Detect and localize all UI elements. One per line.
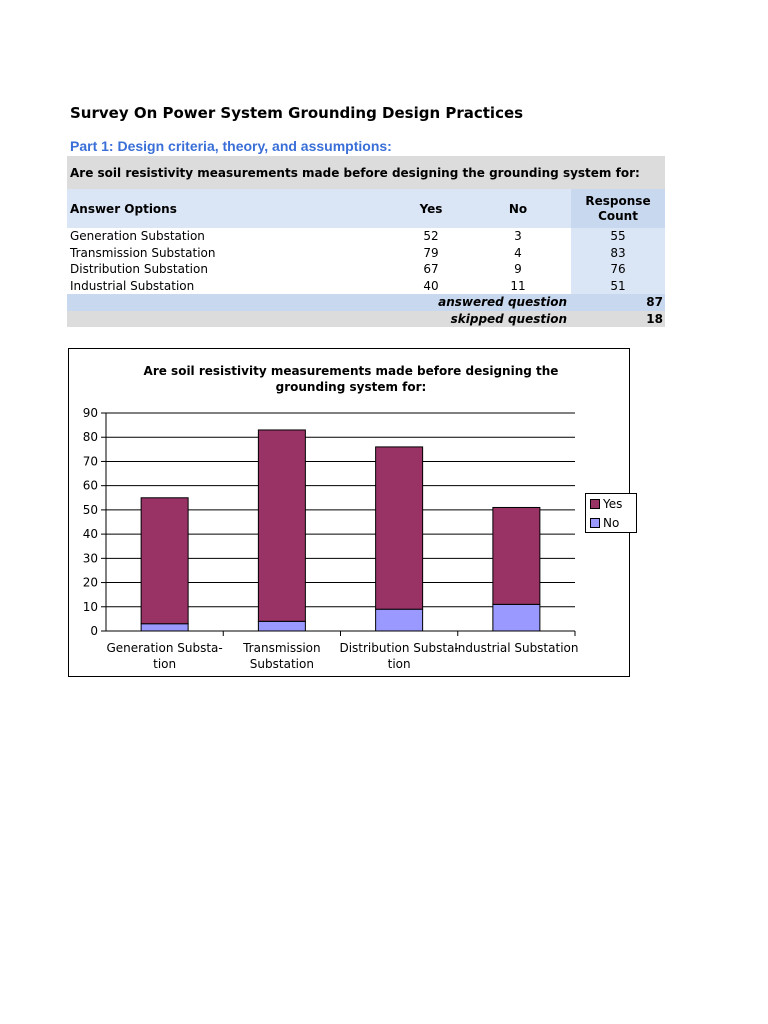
skipped-row <box>67 311 665 328</box>
bar-yes <box>376 447 423 609</box>
row-no: 4 <box>514 245 522 260</box>
row-yes: 40 <box>423 278 439 293</box>
legend-swatch-yes <box>590 499 600 509</box>
row-count: 83 <box>571 245 665 262</box>
y-tick-label: 20 <box>82 575 98 590</box>
y-tick-label: 50 <box>82 502 98 517</box>
bar-no <box>376 609 423 631</box>
y-tick-label: 10 <box>82 599 98 614</box>
chart-container <box>68 348 630 677</box>
legend-item-no <box>586 513 636 532</box>
row-yes: 52 <box>423 229 439 244</box>
row-option: Transmission Substation <box>70 245 216 260</box>
y-tick-label: 0 <box>90 624 98 638</box>
question-text: Are soil resistivity measurements made before designing the grounding system for: <box>67 156 665 189</box>
question-row <box>67 156 665 189</box>
x-tick-label: tion <box>153 657 177 671</box>
table-row <box>67 228 665 245</box>
header-response-count-line2: Count <box>598 208 638 223</box>
bar-no <box>141 624 188 631</box>
chart-title: Are soil resistivity measurements made before designing the grounding system for: <box>143 364 559 394</box>
table-row <box>67 261 665 278</box>
table-row <box>67 278 665 295</box>
answered-label: answered question <box>67 294 571 311</box>
bar-yes <box>493 507 540 604</box>
answered-value: 87 <box>571 294 665 311</box>
document-title: Survey On Power System Grounding Design Practices <box>70 104 524 122</box>
answered-row <box>67 294 665 311</box>
x-tick-label: Distribution Substa- <box>339 641 459 655</box>
y-tick-label: 40 <box>82 527 98 542</box>
bar-no <box>258 621 305 631</box>
y-tick-label: 70 <box>82 454 98 469</box>
header-yes: Yes <box>397 189 465 228</box>
row-no: 3 <box>514 229 522 244</box>
x-tick-label: tion <box>387 657 411 671</box>
chart-legend <box>585 493 637 533</box>
legend-label-no: No <box>603 515 620 530</box>
row-no: 9 <box>514 262 522 277</box>
header-no: No <box>465 189 571 228</box>
row-option: Industrial Substation <box>70 278 195 293</box>
header-row <box>67 189 665 228</box>
table-row <box>67 245 665 262</box>
row-option: Distribution Substation <box>70 262 208 277</box>
header-response-count <box>571 189 665 228</box>
header-response-count-line1: Response <box>585 193 651 208</box>
header-answer-options: Answer Options <box>67 189 397 228</box>
x-tick-label: Industrial Substation <box>454 641 579 655</box>
legend-label-yes: Yes <box>603 496 623 511</box>
y-tick-label: 90 <box>82 406 98 420</box>
row-yes: 67 <box>423 262 439 277</box>
skipped-value: 18 <box>571 311 665 328</box>
x-tick-label: Generation Substa- <box>106 641 223 655</box>
y-tick-label: 80 <box>82 430 98 445</box>
part-title: Part 1: Design criteria, theory, and assumptions: <box>70 138 392 154</box>
y-tick-label: 30 <box>82 551 98 566</box>
bar-no <box>493 604 540 631</box>
legend-swatch-no <box>590 518 600 528</box>
survey-table <box>67 156 665 327</box>
row-count: 76 <box>571 261 665 278</box>
skipped-label: skipped question <box>67 311 571 328</box>
row-no: 11 <box>510 278 526 293</box>
row-yes: 79 <box>423 245 439 260</box>
stacked-bar-chart <box>69 349 629 676</box>
row-count: 55 <box>571 228 665 245</box>
bar-yes <box>141 498 188 624</box>
x-tick-label: Substation <box>249 657 314 671</box>
bar-yes <box>258 430 305 621</box>
row-count: 51 <box>571 278 665 295</box>
x-tick-label: Transmission <box>243 641 321 655</box>
row-option: Generation Substation <box>70 229 205 244</box>
legend-item-yes <box>586 494 636 513</box>
y-tick-label: 60 <box>82 478 98 493</box>
